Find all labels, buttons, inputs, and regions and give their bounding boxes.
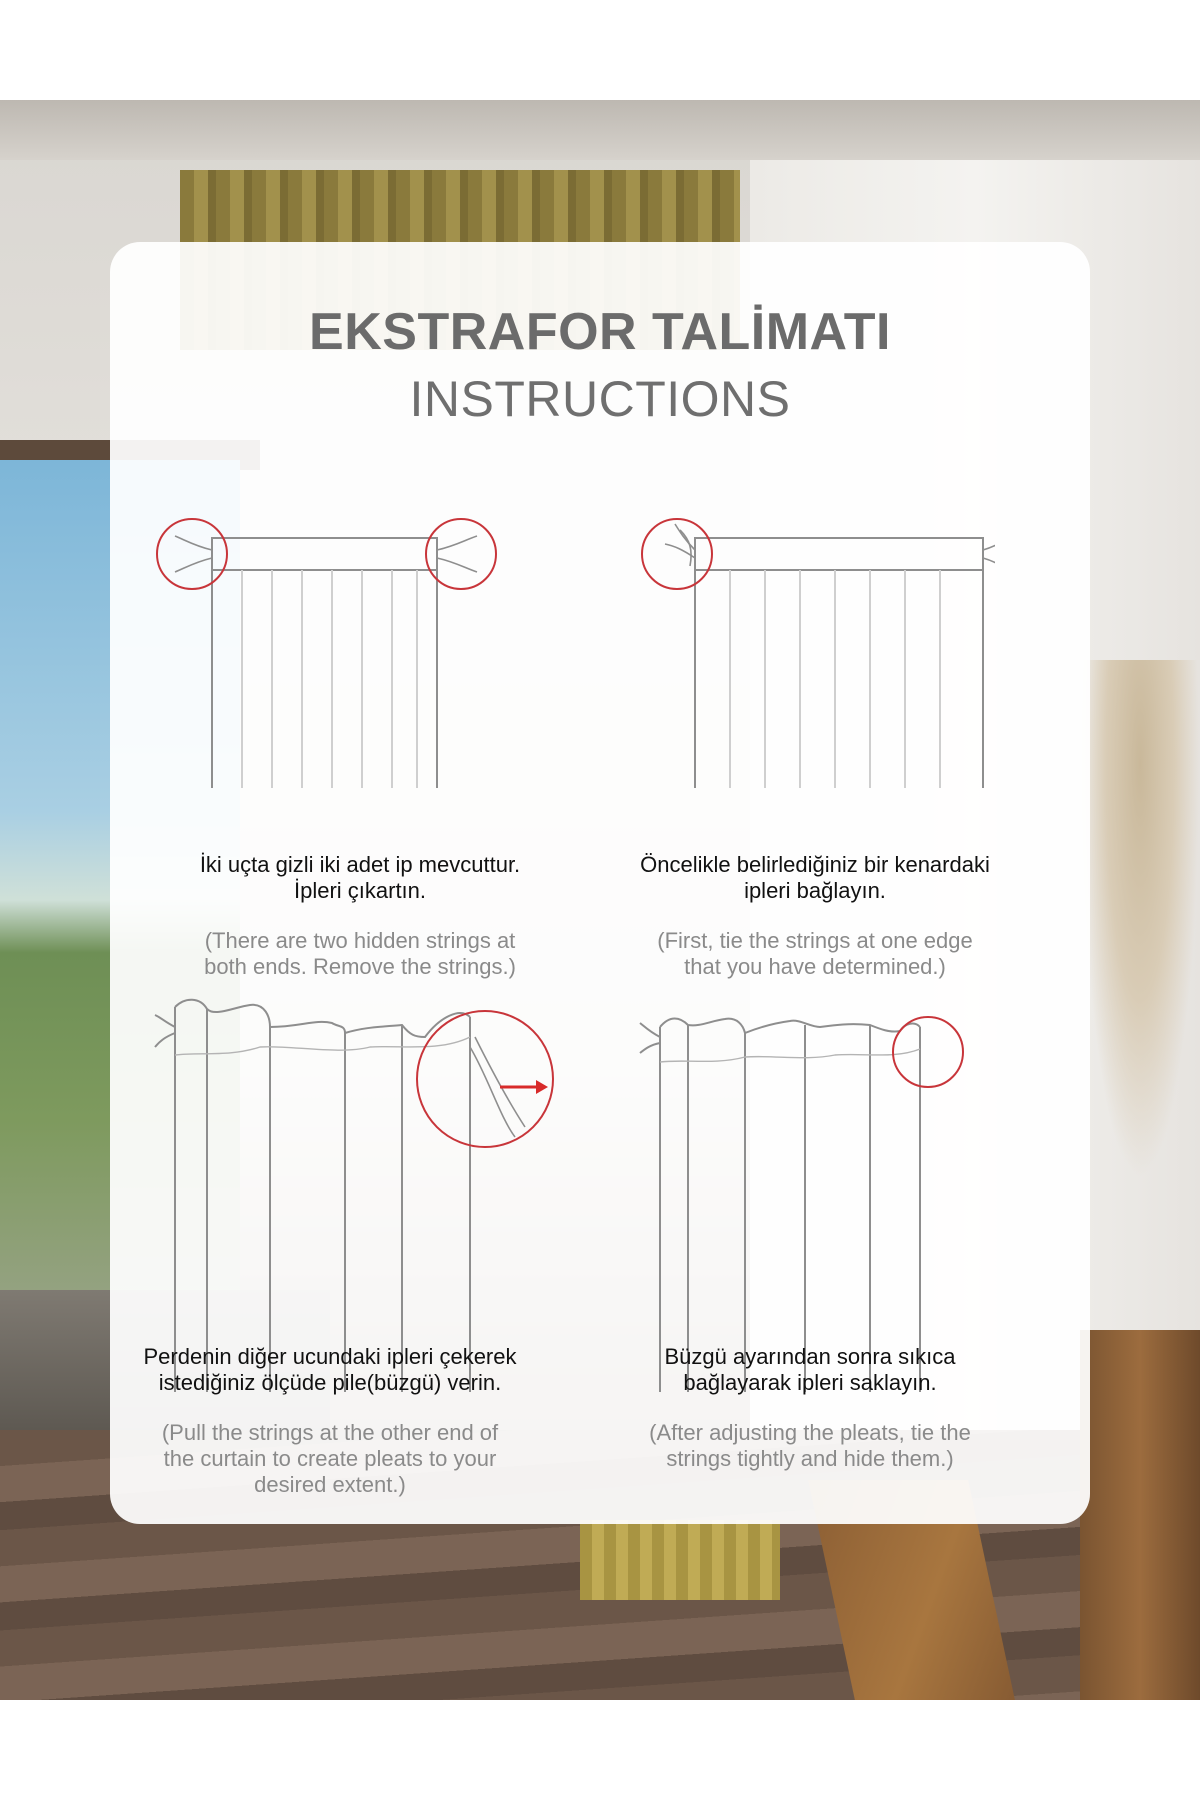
step-2-tr-line2: ipleri bağlayın. [744, 878, 886, 903]
step-1-tr-line1: İki uçta gizli iki adet ip mevcuttur. [199, 852, 521, 877]
step-3-tr-line1: Perdenin diğer ucundaki ipleri çekerek [143, 1344, 517, 1369]
step-2-tr-line1: Öncelikle belirlediğiniz bir kenardaki [640, 852, 990, 877]
step-1-text [110, 852, 610, 980]
step-4-en-line2: strings tightly and hide them.) [666, 1446, 954, 1471]
step-3-text [110, 1344, 550, 1498]
title-tr: EKSTRAFOR TALİMATI [309, 303, 891, 361]
wood-table [1080, 1330, 1200, 1700]
step-1-en-line1: (There are two hidden strings at [204, 928, 516, 953]
pampas-grass [1080, 660, 1200, 1180]
instructions-card [110, 242, 1090, 1524]
step-4-en-line1: (After adjusting the pleats, tie the [649, 1420, 971, 1445]
step-3-en-line1: (Pull the strings at the other end of [161, 1420, 499, 1445]
diagram-step-4 [625, 997, 1045, 1557]
ceiling [0, 100, 1200, 160]
step-2-en-line2: that you have determined.) [684, 954, 946, 979]
step-4-tr-line2: bağlayarak ipleri saklayın. [683, 1370, 937, 1395]
step-2-en-line1: (First, tie the strings at one edge [657, 928, 973, 953]
step-2-text [575, 852, 1055, 980]
step-3-tr-line2: istediğiniz ölçüde pile(büzgü) verin. [158, 1370, 502, 1395]
step-1-tr-line2: İpleri çıkartın. [293, 878, 427, 903]
title-en: INSTRUCTIONS [409, 371, 791, 427]
step-4-text [595, 1344, 1025, 1472]
step-1-en-line2: both ends. Remove the strings.) [204, 954, 516, 979]
step-4-tr-line1: Büzgü ayarından sonra sıkıca [664, 1344, 956, 1369]
step-3-en-line2: the curtain to create pleats to your [163, 1446, 497, 1471]
step-3-en-line3: desired extent.) [254, 1472, 406, 1497]
